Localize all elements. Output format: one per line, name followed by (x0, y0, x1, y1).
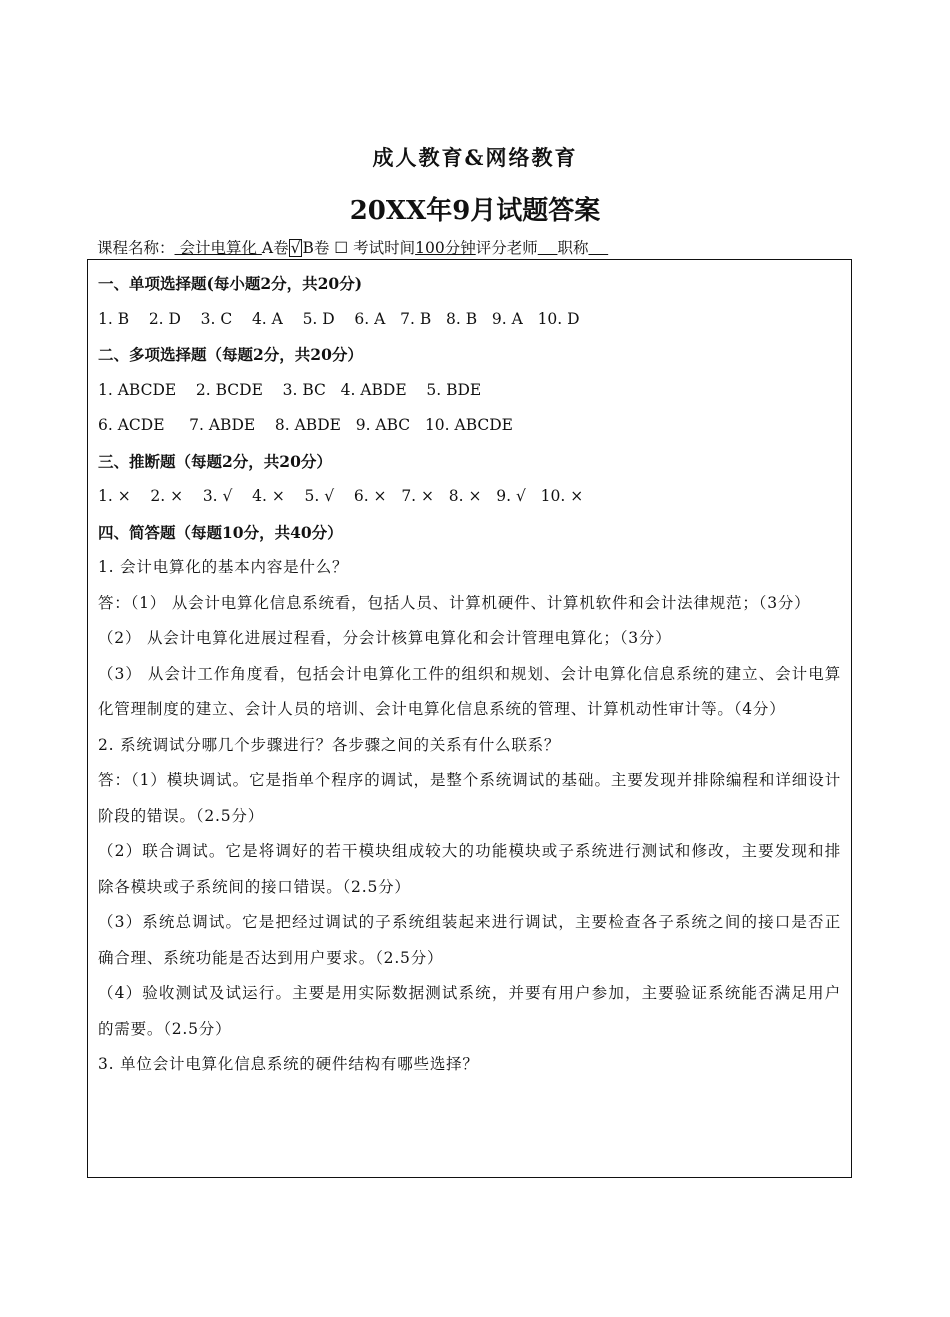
section-3-answers: 1. × 2. × 3. √ 4. × 5. √ 6. × 7. × 8. × 9. √ 10. × (98, 487, 584, 505)
section-2-answers-row-2: 6. ACDE 7. ABDE 8. ABDE 9. ABC 10. ABCDE (98, 416, 513, 434)
grader-label: 评分老师 (475, 239, 538, 257)
section-1-title: 一、单项选择题(每小题2分，共20分) (98, 274, 363, 293)
question-1-answer-part-2: （2） 从会计电算化进展过程看，分会计核算电算化和会计管理电算化；（3分） (98, 629, 672, 647)
organization-heading: 成人教育&网络教育 (372, 145, 578, 170)
section-2-title: 二、多项选择题（每题2分，共20分） (98, 345, 363, 364)
course-name: 会计电算化 (174, 239, 262, 257)
answer-frame (87, 259, 852, 1178)
title-label: 职称 (557, 239, 589, 257)
question-3: 3. 单位会计电算化信息系统的硬件结构有哪些选择？ (98, 1055, 479, 1073)
question-2: 2. 系统调试分哪几个步骤进行？各步骤之间的关系有什么联系？ (98, 735, 561, 754)
question-2-answer-part-3: （3）系统总调试。它是把经过调试的子系统组装起来进行调试，主要检查各子系统之间的接口是否正确合理、系统功能是否达到用户要求。（2.5分） (98, 913, 841, 967)
section-3-title: 三、推断题（每题2分，共20分） (98, 451, 332, 471)
question-1: 1. 会计电算化的基本内容是什么？ (98, 558, 349, 576)
section-2-answers-row-1: 1. ABCDE 2. BCDE 3. BC 4. ABDE 5. BDE (98, 380, 482, 399)
course-label: 课程名称： (97, 239, 175, 257)
title-blank (588, 239, 608, 257)
question-1-answer-part-1: 答：（1） 从会计电算化信息系统看，包括人员、计算机硬件、计算机软件和会计法律规范；（3分） (98, 593, 811, 612)
document-title: 20XX年9月试题答案 (349, 196, 601, 226)
paper-b-label: B卷 ☐ 考试时间 (302, 239, 416, 257)
section-1-answers: 1. B 2. D 3. C 4. A 5. D 6. A 7. B 8. B 9. A 10. D (98, 309, 580, 328)
question-2-answer-part-2: （2）联合调试。它是将调好的若干模块组成较大的功能模块或子系统进行测试和修改，主要发现和排除各模块或子系统间的接口错误。（2.5分） (98, 842, 841, 896)
question-2-answer-part-1: 答：（1）模块调试。它是指单个程序的调试，是整个系统调试的基础。主要发现并排除编程和详细设计阶段的错误。（2.5分） (98, 771, 841, 825)
section-4-title: 四、简答题（每题10分，共40分） (98, 522, 343, 542)
course-info-line (97, 236, 867, 258)
paper-a-label: A卷 (261, 239, 289, 257)
exam-time: 100分钟 (415, 239, 476, 257)
question-1-answer-part-3: （3） 从会计工作角度看，包括会计电算化工件的组织和规划、会计电算化信息系统的建立、会计电算化管理制度的建立、会计人员的培训、会计电算化信息系统的管理、计算机动性审计等。（4分） (98, 664, 841, 718)
paper-a-checkbox: √ (290, 239, 301, 257)
question-2-answer-part-4: （4）验收测试及试运行。主要是用实际数据测试系统，并要有用户参加，主要验证系统能否满足用户的需要。（2.5分） (98, 984, 841, 1038)
grader-blank (538, 239, 558, 257)
